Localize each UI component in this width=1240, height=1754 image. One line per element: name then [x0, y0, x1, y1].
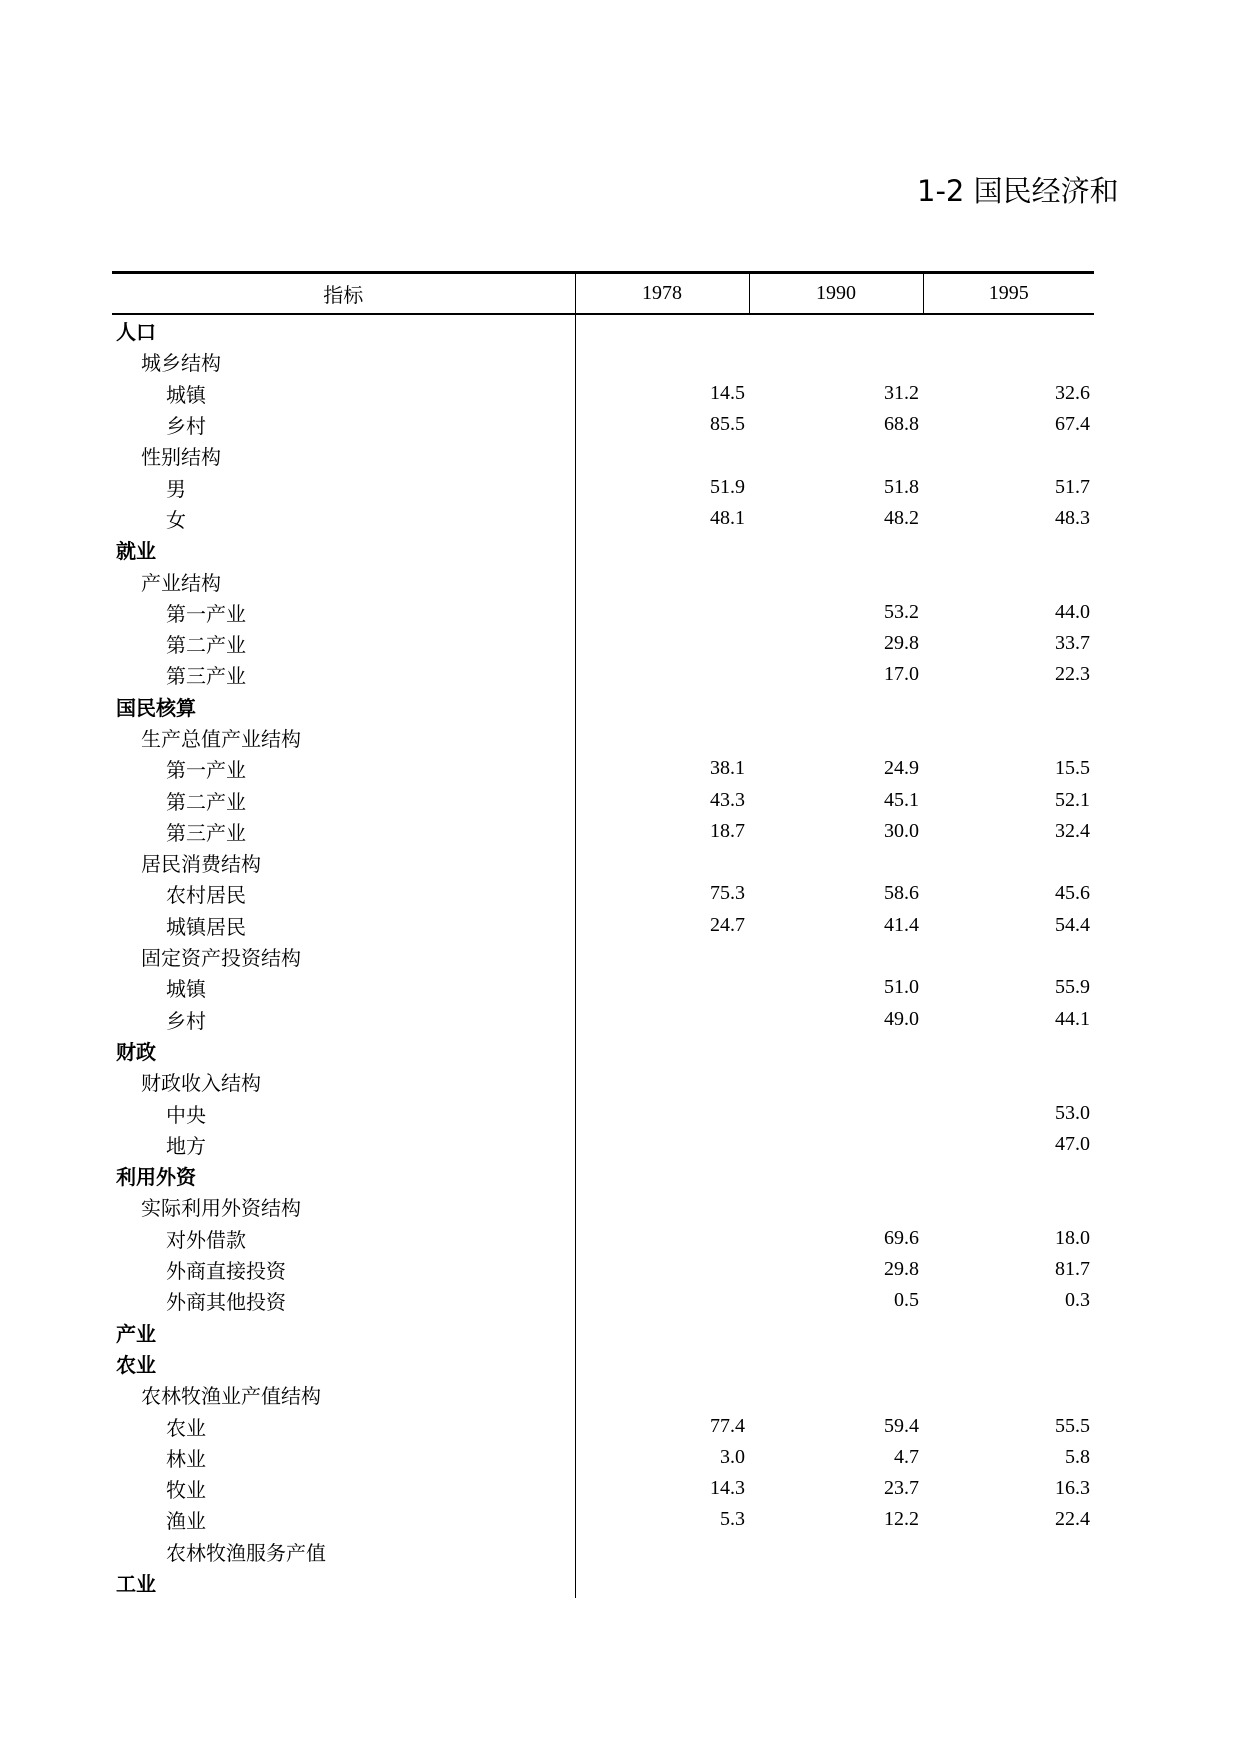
value-cell: 54.4: [1055, 913, 1090, 936]
table-row: [112, 1317, 1094, 1348]
table-row: [112, 1442, 1094, 1473]
value-cell: [575, 565, 749, 596]
subsection-label: 固定资产投资结构: [112, 941, 575, 972]
value-cell: 47.0: [1055, 1132, 1090, 1155]
value-cell: 51.8: [884, 475, 919, 498]
table-body: [112, 314, 1094, 1598]
subsection-label: 农林牧渔业产值结构: [112, 1379, 575, 1410]
value-cell: 43.3: [710, 788, 745, 811]
value-cell: [923, 691, 1094, 722]
value-cell: [575, 847, 749, 878]
value-cell: [749, 1317, 923, 1348]
value-cell: 31.2: [884, 381, 919, 404]
table-row: [112, 534, 1094, 565]
value-cell: 55.9: [1055, 976, 1090, 999]
row-label: 农林牧渔服务产值: [112, 1536, 575, 1567]
value-cell: [749, 565, 923, 596]
row-label: 男: [112, 471, 575, 502]
value-cell: 45.6: [1055, 882, 1090, 905]
value-cell: 32.6: [1055, 381, 1090, 404]
table-row: [112, 346, 1094, 377]
value-cell: [575, 1004, 749, 1035]
row-label: 外商其他投资: [112, 1285, 575, 1316]
value-cell: [749, 1160, 923, 1191]
row-label: 中央: [112, 1097, 575, 1128]
value-cell: [923, 941, 1094, 972]
table-row: [112, 1097, 1094, 1128]
value-cell: [575, 1191, 749, 1222]
value-cell: 69.6: [884, 1226, 919, 1249]
value-cell: [575, 691, 749, 722]
value-cell: [575, 628, 749, 659]
value-cell: 75.3: [710, 882, 745, 905]
subsection-label: 性别结构: [112, 440, 575, 471]
value-cell: 30.0: [884, 819, 919, 842]
page-title: 1-2 国民经济和: [917, 174, 1119, 208]
value-cell: [575, 972, 749, 1003]
value-cell: [749, 534, 923, 565]
value-cell: [749, 1379, 923, 1410]
row-label: 地方: [112, 1129, 575, 1160]
value-cell: 22.4: [1055, 1508, 1090, 1531]
value-cell: 16.3: [1055, 1477, 1090, 1500]
section-heading: 工业: [112, 1567, 575, 1598]
header-year-1990: 1990: [749, 273, 923, 315]
value-cell: [749, 722, 923, 753]
value-cell: [749, 1536, 923, 1567]
value-cell: [749, 440, 923, 471]
table-row: [112, 1223, 1094, 1254]
value-cell: 33.7: [1055, 632, 1090, 655]
table-row: [112, 1285, 1094, 1316]
value-cell: [749, 1097, 923, 1128]
table-row: [112, 847, 1094, 878]
table-row: [112, 314, 1094, 346]
value-cell: 4.7: [894, 1445, 919, 1468]
header-year-1995: 1995: [923, 273, 1094, 315]
value-cell: [923, 1536, 1094, 1567]
value-cell: 48.3: [1055, 506, 1090, 529]
row-label: 城镇: [112, 972, 575, 1003]
table-row: [112, 565, 1094, 596]
value-cell: 22.3: [1055, 663, 1090, 686]
table-row: [112, 659, 1094, 690]
row-label: 乡村: [112, 409, 575, 440]
row-label: 农业: [112, 1410, 575, 1441]
value-cell: [575, 659, 749, 690]
row-label: 外商直接投资: [112, 1254, 575, 1285]
table-row: [112, 1348, 1094, 1379]
section-heading: 农业: [112, 1348, 575, 1379]
section-heading: 财政: [112, 1035, 575, 1066]
table-row: [112, 784, 1094, 815]
value-cell: 85.5: [710, 413, 745, 436]
table-row: [112, 1567, 1094, 1598]
value-cell: 3.0: [720, 1445, 745, 1468]
table-row: [112, 1066, 1094, 1097]
value-cell: [575, 1097, 749, 1128]
value-cell: [923, 722, 1094, 753]
value-cell: 29.8: [884, 1258, 919, 1281]
value-cell: [749, 1567, 923, 1598]
value-cell: 24.9: [884, 757, 919, 780]
table-row: [112, 1410, 1094, 1441]
section-heading: 利用外资: [112, 1160, 575, 1191]
row-label: 城镇: [112, 378, 575, 409]
table-row: [112, 1536, 1094, 1567]
value-cell: [575, 1129, 749, 1160]
row-label: 农村居民: [112, 878, 575, 909]
value-cell: 55.5: [1055, 1414, 1090, 1437]
table-row: [112, 378, 1094, 409]
table-row: [112, 628, 1094, 659]
value-cell: 32.4: [1055, 819, 1090, 842]
value-cell: [575, 1317, 749, 1348]
value-cell: 12.2: [884, 1508, 919, 1531]
row-label: 林业: [112, 1442, 575, 1473]
subsection-label: 城乡结构: [112, 346, 575, 377]
table-row: [112, 1129, 1094, 1160]
row-label: 第二产业: [112, 628, 575, 659]
value-cell: 52.1: [1055, 788, 1090, 811]
subsection-label: 生产总值产业结构: [112, 722, 575, 753]
row-label: 第一产业: [112, 597, 575, 628]
value-cell: [575, 1567, 749, 1598]
value-cell: [749, 1035, 923, 1066]
value-cell: 49.0: [884, 1007, 919, 1030]
section-heading: 产业: [112, 1317, 575, 1348]
table-row: [112, 972, 1094, 1003]
table-row: [112, 1473, 1094, 1504]
value-cell: 41.4: [884, 913, 919, 936]
value-cell: [749, 941, 923, 972]
table-row: [112, 878, 1094, 909]
table-row: [112, 1035, 1094, 1066]
section-heading: 人口: [112, 314, 575, 346]
header-indicator: 指标: [112, 273, 575, 315]
value-cell: 15.5: [1055, 757, 1090, 780]
value-cell: 14.3: [710, 1477, 745, 1500]
row-label: 渔业: [112, 1504, 575, 1535]
value-cell: [749, 1191, 923, 1222]
value-cell: [923, 346, 1094, 377]
title-area: [112, 166, 1119, 216]
value-cell: [749, 1129, 923, 1160]
value-cell: [575, 440, 749, 471]
table-row: [112, 1160, 1094, 1191]
row-label: 女: [112, 503, 575, 534]
value-cell: 0.5: [894, 1289, 919, 1312]
value-cell: 44.0: [1055, 600, 1090, 623]
value-cell: 29.8: [884, 632, 919, 655]
value-cell: [923, 314, 1094, 346]
value-cell: [923, 1035, 1094, 1066]
value-cell: [575, 534, 749, 565]
value-cell: 51.0: [884, 976, 919, 999]
row-label: 第三产业: [112, 659, 575, 690]
table-row: [112, 597, 1094, 628]
value-cell: 14.5: [710, 381, 745, 404]
header-year-1978: 1978: [575, 273, 749, 315]
value-cell: [923, 1567, 1094, 1598]
value-cell: [923, 1191, 1094, 1222]
statistics-table: [112, 271, 1094, 1598]
table-row: [112, 910, 1094, 941]
value-cell: [575, 1035, 749, 1066]
row-label: 城镇居民: [112, 910, 575, 941]
value-cell: [923, 440, 1094, 471]
row-label: 第二产业: [112, 784, 575, 815]
header-row: [112, 273, 1094, 315]
value-cell: 45.1: [884, 788, 919, 811]
value-cell: [575, 941, 749, 972]
value-cell: 0.3: [1065, 1289, 1090, 1312]
value-cell: [923, 1160, 1094, 1191]
value-cell: [575, 1536, 749, 1567]
table-row: [112, 816, 1094, 847]
table-row: [112, 1004, 1094, 1035]
value-cell: [749, 1348, 923, 1379]
value-cell: [923, 565, 1094, 596]
value-cell: 18.0: [1055, 1226, 1090, 1249]
value-cell: [575, 1285, 749, 1316]
table-row: [112, 471, 1094, 502]
table-row: [112, 1379, 1094, 1410]
value-cell: [575, 1160, 749, 1191]
table-row: [112, 691, 1094, 722]
table-row: [112, 1254, 1094, 1285]
subsection-label: 财政收入结构: [112, 1066, 575, 1097]
row-label: 牧业: [112, 1473, 575, 1504]
value-cell: [749, 691, 923, 722]
subsection-label: 产业结构: [112, 565, 575, 596]
value-cell: 23.7: [884, 1477, 919, 1500]
table-row: [112, 440, 1094, 471]
value-cell: 38.1: [710, 757, 745, 780]
value-cell: 59.4: [884, 1414, 919, 1437]
table-row: [112, 753, 1094, 784]
value-cell: 48.2: [884, 506, 919, 529]
table-row: [112, 1191, 1094, 1222]
value-cell: 68.8: [884, 413, 919, 436]
value-cell: 77.4: [710, 1414, 745, 1437]
row-label: 对外借款: [112, 1223, 575, 1254]
value-cell: 53.2: [884, 600, 919, 623]
value-cell: 53.0: [1055, 1101, 1090, 1124]
value-cell: [575, 1379, 749, 1410]
value-cell: [923, 847, 1094, 878]
table-row: [112, 722, 1094, 753]
value-cell: [575, 1348, 749, 1379]
value-cell: [749, 847, 923, 878]
table-row: [112, 941, 1094, 972]
value-cell: [923, 1348, 1094, 1379]
value-cell: [923, 1379, 1094, 1410]
value-cell: 51.7: [1055, 475, 1090, 498]
value-cell: [575, 1223, 749, 1254]
value-cell: [923, 1066, 1094, 1097]
value-cell: [575, 722, 749, 753]
value-cell: 17.0: [884, 663, 919, 686]
value-cell: 58.6: [884, 882, 919, 905]
value-cell: 67.4: [1055, 413, 1090, 436]
subsection-label: 居民消费结构: [112, 847, 575, 878]
table-row: [112, 503, 1094, 534]
value-cell: 44.1: [1055, 1007, 1090, 1030]
value-cell: 18.7: [710, 819, 745, 842]
value-cell: [575, 314, 749, 346]
value-cell: [749, 314, 923, 346]
row-label: 第一产业: [112, 753, 575, 784]
value-cell: [749, 346, 923, 377]
subsection-label: 实际利用外资结构: [112, 1191, 575, 1222]
value-cell: 48.1: [710, 506, 745, 529]
value-cell: [923, 534, 1094, 565]
value-cell: [575, 597, 749, 628]
value-cell: [575, 1066, 749, 1097]
value-cell: 24.7: [710, 913, 745, 936]
table-row: [112, 1504, 1094, 1535]
value-cell: [749, 1066, 923, 1097]
row-label: 第三产业: [112, 816, 575, 847]
value-cell: [923, 1317, 1094, 1348]
value-cell: 5.3: [720, 1508, 745, 1531]
value-cell: [575, 1254, 749, 1285]
value-cell: 51.9: [710, 475, 745, 498]
section-heading: 就业: [112, 534, 575, 565]
value-cell: 81.7: [1055, 1258, 1090, 1281]
section-heading: 国民核算: [112, 691, 575, 722]
row-label: 乡村: [112, 1004, 575, 1035]
value-cell: 5.8: [1065, 1445, 1090, 1468]
value-cell: [575, 346, 749, 377]
table-row: [112, 409, 1094, 440]
